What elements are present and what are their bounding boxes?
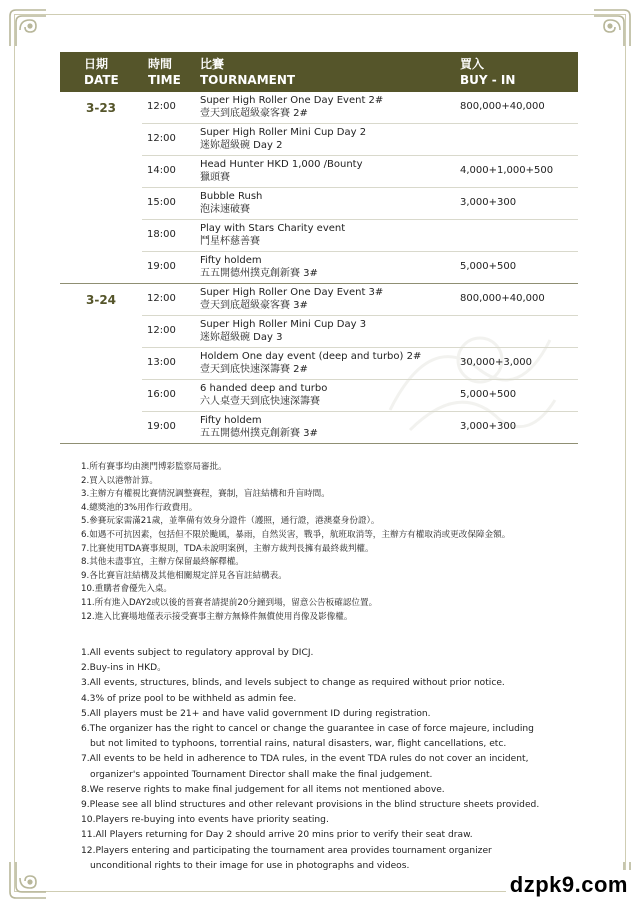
event-name-zh: 壹天到底快速深籌賽 2# — [200, 364, 308, 375]
event-row — [142, 188, 578, 220]
event-row — [142, 124, 578, 156]
event-name — [200, 286, 383, 312]
event-buyin: 3,000+300 — [460, 197, 517, 208]
note-item: 4.總獎池的3%用作行政費用。 — [81, 502, 198, 513]
schedule-table — [60, 92, 578, 444]
event-time: 12:00 — [147, 101, 176, 112]
note-item: 10.重購者會優先入桌。 — [81, 584, 173, 595]
note-item: 2.Buy-ins in HKD。 — [81, 663, 167, 674]
event-name-en: Super High Roller One Day Event 3# — [200, 287, 384, 298]
event-buyin: 30,000+3,000 — [460, 357, 532, 368]
event-name-zh: 獵頭賽 — [200, 172, 230, 183]
event-time: 14:00 — [147, 165, 176, 176]
note-item: 6.如遇不可抗因素，包括但不限於颱風，暴雨，自然災害，戰爭，航班取消等，主辦方有權取消或更改保障金額。 — [81, 529, 511, 540]
event-time: 12:00 — [147, 133, 176, 144]
note-item: 7.比賽使用TDA賽事規則，TDA未說明案例，主辦方裁判長擁有最終裁判權。 — [81, 543, 374, 554]
corner-ornament-icon — [590, 6, 634, 50]
event-time: 18:00 — [147, 229, 176, 240]
event-time: 16:00 — [147, 389, 176, 400]
event-time: 13:00 — [147, 357, 176, 368]
event-name — [200, 190, 262, 216]
event-name — [200, 126, 366, 152]
notes-chinese — [81, 461, 621, 624]
note-item: unconditional rights to their image for use in photographs and videos. — [90, 860, 410, 871]
event-name — [200, 382, 327, 408]
event-time: 19:00 — [147, 421, 176, 432]
note-item: 11.All Players returning for Day 2 should arrive 20 mins prior to verify their seat draw. — [81, 830, 473, 841]
event-name-zh: 迷妳超級碗 Day 3 — [200, 332, 283, 343]
note-item: 12.Players entering and participating the tournament area provides tournament organizer — [81, 845, 492, 856]
note-item: 9.各比賽盲註結構及其他相關規定詳見各盲註結構表。 — [81, 570, 287, 581]
schedule-header — [60, 52, 578, 92]
note-item: 9.Please see all blind structures and other relevant provisions in the blind structure sheets provided. — [81, 800, 540, 811]
date-group — [60, 284, 578, 444]
event-name-en: Bubble Rush — [200, 191, 263, 202]
event-buyin: 800,000+40,000 — [460, 293, 545, 304]
event-row — [142, 316, 578, 348]
event-row — [142, 156, 578, 188]
note-item: 11.所有進入DAY2或以後的晉賽者請提前20分鐘到場，留意公告板確認位置。 — [81, 597, 378, 608]
event-name-en: Play with Stars Charity event — [200, 223, 346, 234]
event-name — [200, 318, 366, 344]
event-buyin: 5,000+500 — [460, 261, 517, 272]
note-item: 5.All players must be 21+ and have valid government ID during registration. — [81, 708, 431, 719]
event-time: 12:00 — [147, 325, 176, 336]
event-row — [142, 284, 578, 316]
event-buyin: 3,000+300 — [460, 421, 517, 432]
event-name-en: Super High Roller Mini Cup Day 2 — [200, 127, 367, 138]
note-item: 6.The organizer has the right to cancel or change the guarantee in case of force majeure, including — [81, 724, 534, 735]
note-item: 8.其他未盡事宜，主辦方保留最終解釋權。 — [81, 557, 244, 568]
corner-ornament-icon — [6, 858, 50, 902]
event-time: 12:00 — [147, 293, 176, 304]
note-item: 5.參賽玩家需滿21歲，並準備有效身分證件（護照，通行證，港澳臺身份證）。 — [81, 516, 380, 527]
event-name-zh: 壹天到底超級豪客賽 3# — [200, 300, 308, 311]
note-item: 10.Players re-buying into events have priority seating. — [81, 815, 329, 826]
group-date: 3-23 — [86, 101, 117, 115]
event-row — [142, 348, 578, 380]
event-name — [200, 222, 345, 248]
note-item: but not limited to typhoons, torrential rains, natural disasters, war, flight cancellations, etc. — [90, 739, 507, 750]
event-name — [200, 350, 421, 376]
group-date: 3-24 — [86, 293, 117, 307]
event-name — [200, 254, 318, 280]
event-buyin: 4,000+1,000+500 — [460, 165, 554, 176]
event-name — [200, 158, 363, 184]
event-name-zh: 壹天到底超級豪客賽 2# — [200, 108, 308, 119]
event-name-en: Super High Roller Mini Cup Day 3 — [200, 319, 367, 330]
header-buyin: 買入 BUY - IN — [460, 57, 516, 87]
event-buyin: 800,000+40,000 — [460, 101, 545, 112]
header-time: 時間 TIME — [148, 57, 181, 87]
event-name-en: 6 handed deep and turbo — [200, 383, 328, 394]
event-name-en: Fifty holdem — [200, 415, 262, 426]
event-buyin: 5,000+500 — [460, 389, 517, 400]
event-name-en: Holdem One day event (deep and turbo) 2# — [200, 351, 422, 362]
event-row — [142, 252, 578, 283]
event-name — [200, 94, 383, 120]
header-tournament: 比賽 TOURNAMENT — [200, 57, 296, 87]
note-item: 2.買入以港幣計算。 — [81, 475, 158, 486]
header-date: 日期 DATE — [84, 57, 119, 87]
corner-ornament-icon — [6, 6, 50, 50]
notes-english — [81, 646, 621, 874]
event-name-en: Super High Roller One Day Event 2# — [200, 95, 384, 106]
note-item: 1.All events subject to regulatory approval by DICJ. — [81, 648, 314, 658]
event-name-zh: 五五開德州撲克創新賽 3# — [200, 268, 318, 279]
note-item: 4.3% of prize pool to be withheld as admin fee. — [81, 693, 297, 704]
event-name-zh: 鬥星杯慈善賽 — [200, 236, 260, 247]
event-row — [142, 412, 578, 443]
note-item: 1.所有賽事均由澳門博彩監察局審批。 — [81, 462, 227, 472]
event-time: 15:00 — [147, 197, 176, 208]
event-name-en: Fifty holdem — [200, 255, 262, 266]
event-name-en: Head Hunter HKD 1,000 /Bounty — [200, 159, 363, 170]
event-name-zh: 泡沫速破賽 — [200, 204, 250, 215]
site-watermark: dzpk9.com — [506, 870, 632, 900]
note-item: 8.We reserve rights to make final judgement for all items not mentioned above. — [81, 784, 445, 795]
note-item: organizer's appointed Tournament Director shall make the final judgement. — [90, 769, 433, 780]
event-name — [200, 414, 318, 440]
date-group — [60, 92, 578, 284]
event-time: 19:00 — [147, 261, 176, 272]
note-item: 12.進入比賽場地僅表示接受賽事主辦方無條件無償使用肖像及影像權。 — [81, 611, 353, 622]
event-name-zh: 五五開德州撲克創新賽 3# — [200, 428, 318, 439]
note-item: 3.主辦方有權視比賽情況調整賽程，賽制，盲註結構和升盲時間。 — [81, 489, 330, 500]
event-row — [142, 220, 578, 252]
event-name-zh: 迷妳超級碗 Day 2 — [200, 140, 283, 151]
event-row — [142, 380, 578, 412]
note-item: 7.All events to be held in adherence to TDA rules, in the event TDA rules do not cover an incident, — [81, 754, 529, 765]
event-name-zh: 六人桌壹天到底快速深籌賽 — [200, 396, 320, 407]
event-row — [142, 92, 578, 124]
note-item: 3.All events, structures, blinds, and levels subject to change as required without prior notice. — [81, 678, 505, 689]
